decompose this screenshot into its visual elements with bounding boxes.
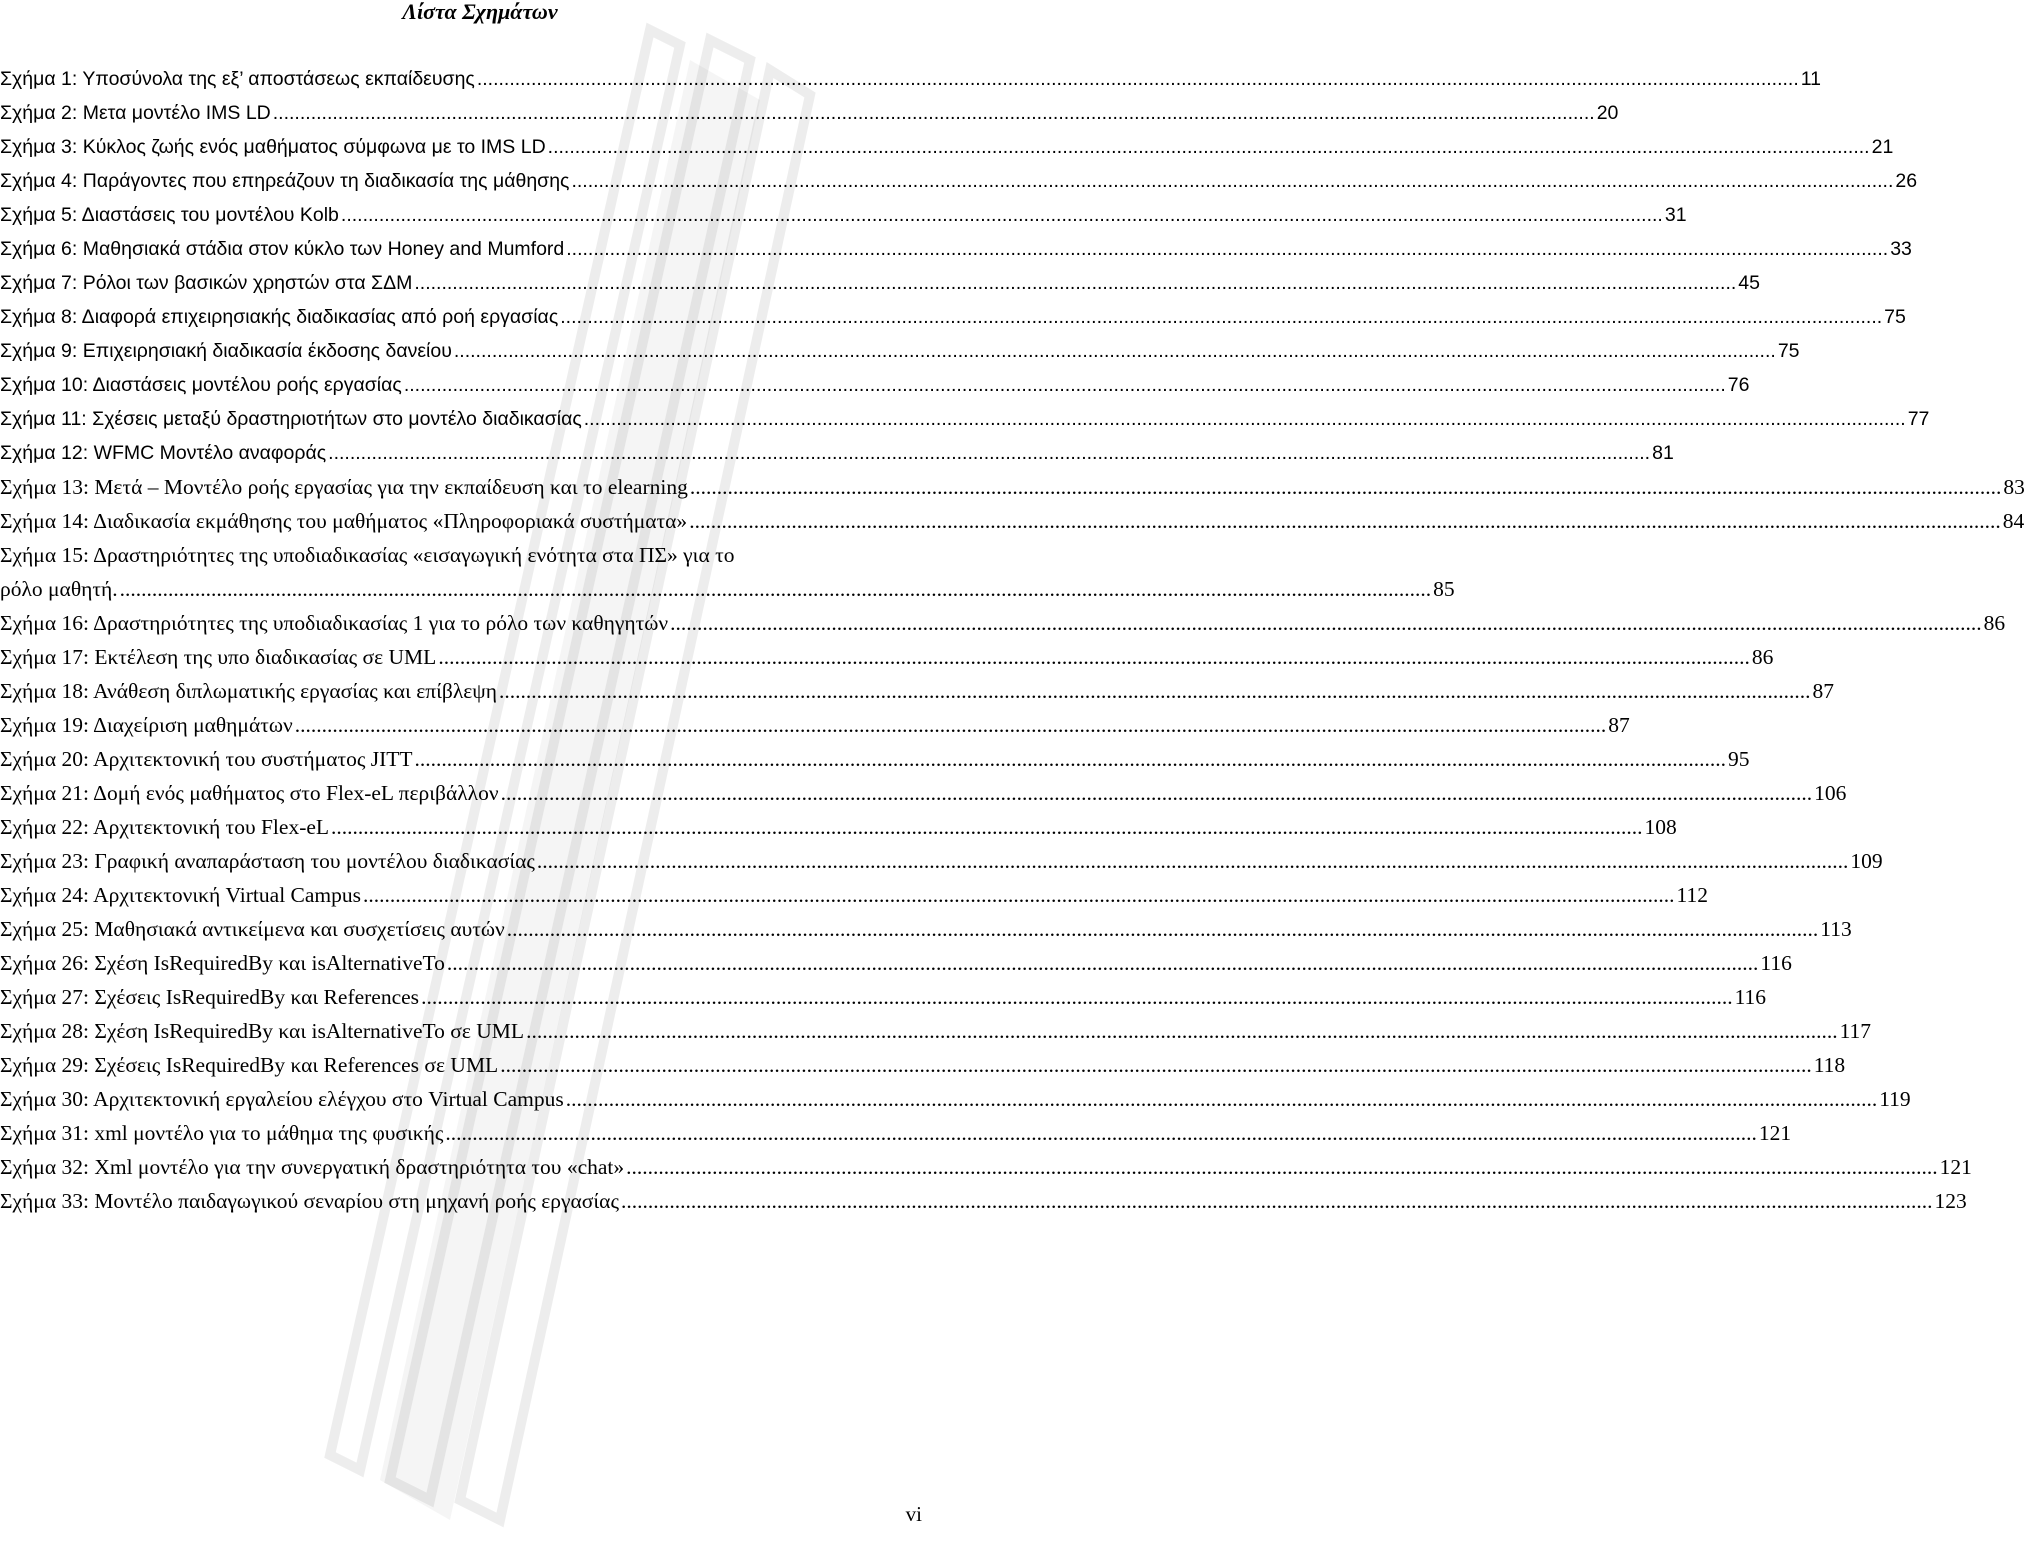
toc-entry-page: 116 (1760, 951, 1792, 975)
dot-leader (537, 844, 1849, 878)
toc-entry-label: Σχήμα 24: Αρχιτεκτονική Virtual Campus (0, 883, 362, 907)
dot-leader (566, 232, 1888, 266)
toc-entry-page: 116 (1734, 985, 1767, 1009)
toc-entry-page: 21 (1871, 136, 1894, 158)
page-title: Λίστα Σχημάτων (402, 0, 558, 24)
toc-entry[interactable] (0, 640, 1774, 674)
toc-entry[interactable] (0, 334, 1800, 368)
toc-entry-label: Σχήμα 6: Μαθησιακά στάδια στον κύκλο των Honey and Mumford (0, 238, 565, 260)
toc-entry[interactable] (0, 368, 1750, 402)
toc-entry-label: Σχήμα 4: Παράγοντες που επηρεάζουν τη διαδικασία της μάθησης (0, 170, 570, 192)
toc-entry-page: 123 (1934, 1189, 1967, 1213)
toc-entry-label: Σχήμα 29: Σχέσεις IsRequiredBy και References σε UML (0, 1053, 499, 1077)
toc-entry-page: 84 (2002, 509, 2025, 533)
toc-entry-page: 95 (1728, 747, 1750, 771)
toc-entry-label: Σχήμα 32: Xml μοντέλο για την συνεργατική δραστηριότητα του «chat» (0, 1155, 625, 1179)
dot-leader (626, 1150, 1938, 1184)
toc-entry[interactable] (0, 946, 1792, 980)
toc-entry-label: Σχήμα 23: Γραφική αναπαράσταση του μοντέλου διαδικασίας (0, 849, 535, 873)
dot-leader (501, 776, 1813, 810)
toc-entry[interactable] (0, 776, 1847, 810)
dot-leader (526, 1014, 1838, 1048)
toc-entry-page: 121 (1939, 1155, 1972, 1179)
dot-leader (445, 1116, 1757, 1150)
toc-entry-label: Σχήμα 12: WFMC Μοντέλο αναφοράς (0, 442, 327, 464)
toc-entry-label: Σχήμα 13: Μετά – Μοντέλο ροής εργασίας για την εκπαίδευση και το elearning (0, 475, 688, 499)
toc-entry-page: 75 (1884, 306, 1906, 328)
toc-entry-page: 117 (1839, 1019, 1872, 1043)
toc-entry[interactable] (0, 130, 1894, 164)
toc-entry[interactable] (0, 1150, 1972, 1184)
toc-entry[interactable] (0, 1014, 1872, 1048)
toc-entry[interactable] (0, 538, 1455, 606)
dot-leader (273, 96, 1595, 130)
toc-entry-page: 76 (1727, 374, 1750, 396)
toc-entry[interactable] (0, 300, 1906, 334)
dot-leader (560, 300, 1882, 334)
toc-entry[interactable] (0, 504, 2025, 538)
toc-entry-page: 119 (1879, 1087, 1911, 1111)
toc-entry-page: 45 (1738, 272, 1760, 294)
toc-entry-page: 81 (1652, 442, 1674, 464)
dot-leader (447, 946, 1759, 980)
toc-entry-page: 108 (1644, 815, 1677, 839)
dot-leader (421, 980, 1733, 1014)
toc-entry[interactable] (0, 1048, 1846, 1082)
toc-entry-page: 75 (1777, 340, 1800, 362)
toc-entry-page: 31 (1664, 204, 1687, 226)
toc-entry-label: Σχήμα 25: Μαθησιακά αντικείμενα και συσχετίσεις αυτών (0, 917, 505, 941)
toc-entry[interactable] (0, 470, 2025, 504)
toc-entry-label: Σχήμα 7: Ρόλοι των βασικών χρηστών στα ΣΔΜ (0, 272, 413, 294)
toc-entry-label: Σχήμα 9: Επιχειρησιακή διαδικασία έκδοσης δανείου (0, 340, 452, 362)
toc-entry-page: 86 (1983, 611, 2006, 635)
dot-leader (331, 810, 1643, 844)
dot-leader (363, 878, 1675, 912)
toc-entry-label: Σχήμα 30: Αρχιτεκτονική εργαλείου ελέγχου στο Virtual Campus (0, 1087, 564, 1111)
toc-entry-label: Σχήμα 20: Αρχιτεκτονική του συστήματος JITT (0, 747, 413, 771)
toc-entry[interactable] (0, 436, 1674, 470)
dot-leader (477, 62, 1799, 96)
toc-entry-label: Σχήμα 14: Διαδικασία εκμάθησης του μαθήματος «Πληροφοριακά συστήματα» (0, 509, 688, 533)
toc-entry-label: Σχήμα 22: Αρχιτεκτονική του Flex-eL (0, 815, 330, 839)
toc-entry[interactable] (0, 912, 1852, 946)
dot-leader (548, 130, 1870, 164)
toc-entry-continuation (0, 572, 1455, 606)
toc-entry-page: 106 (1814, 781, 1847, 805)
toc-entry[interactable] (0, 1184, 1967, 1218)
toc-entry[interactable] (0, 96, 1619, 130)
toc-entry[interactable] (0, 980, 1767, 1014)
toc-entry-label: Σχήμα 33: Μοντέλο παιδαγωγικού σεναρίου στη μηχανή ροής εργασίας (0, 1189, 619, 1213)
dot-leader (670, 606, 1982, 640)
toc-entry[interactable] (0, 878, 1708, 912)
dot-leader (341, 198, 1663, 232)
dot-leader (328, 436, 1650, 470)
toc-entry-page: 33 (1890, 238, 1912, 260)
toc-entry-label: Σχήμα 21: Δομή ενός μαθήματος στο Flex-eL περιβάλλον (0, 781, 499, 805)
dot-leader (120, 572, 1432, 606)
toc-entry[interactable] (0, 674, 1834, 708)
toc-entry-page: 112 (1676, 883, 1708, 907)
toc-entry[interactable] (0, 1082, 1911, 1116)
toc-entry[interactable] (0, 232, 1912, 266)
toc-entry-label: Σχήμα 10: Διαστάσεις μοντέλου ροής εργασίας (0, 374, 402, 396)
toc-entry-label: Σχήμα 31: xml μοντέλο για το μάθημα της φυσικής (0, 1121, 444, 1145)
dot-leader (584, 402, 1906, 436)
toc-entry-label: Σχήμα 27: Σχέσεις IsRequiredBy και References (0, 985, 420, 1009)
dot-leader (690, 470, 2002, 504)
toc-entry-label: Σχήμα 26: Σχέση IsRequiredBy και isAlternativeTo (0, 951, 445, 975)
toc-entry-page: 77 (1907, 408, 1930, 430)
toc-entry-label: Σχήμα 16: Δραστηριότητες της υποδιαδικασίας 1 για το ρόλο των καθηγητών (0, 611, 669, 635)
figure-list (0, 62, 2025, 1218)
toc-entry-label: Σχήμα 19: Διαχείριση μαθημάτων (0, 713, 293, 737)
toc-entry-label: Σχήμα 18: Ανάθεση διπλωματικής εργασίας και επίβλεψη (0, 679, 497, 703)
toc-entry[interactable] (0, 198, 1687, 232)
toc-entry-page: 83 (2003, 475, 2025, 499)
toc-entry[interactable] (0, 844, 1883, 878)
dot-leader (404, 368, 1726, 402)
toc-entry[interactable] (0, 708, 1630, 742)
dot-leader (689, 504, 2001, 538)
dot-leader (295, 708, 1607, 742)
toc-entry-page: 118 (1813, 1053, 1846, 1077)
dot-leader (621, 1184, 1933, 1218)
toc-entry[interactable] (0, 164, 1918, 198)
toc-entry-page: 20 (1596, 102, 1619, 124)
toc-entry-page: 86 (1751, 645, 1774, 669)
dot-leader (500, 1048, 1812, 1082)
toc-entry-page: 87 (1608, 713, 1630, 737)
dot-leader (507, 912, 1819, 946)
toc-entry-label: Σχήμα 5: Διαστάσεις του μοντέλου Kolb (0, 204, 339, 226)
toc-entry-label: Σχήμα 1: Υποσύνολα της εξ’ αποστάσεως εκπαίδευσης (0, 68, 475, 90)
toc-entry-label: Σχήμα 17: Εκτέλεση της υπο διαδικασίας σε UML (0, 645, 437, 669)
toc-entry-page: 85 (1433, 577, 1455, 601)
dot-leader (454, 334, 1776, 368)
toc-entry-page: 11 (1800, 68, 1822, 90)
dot-leader (499, 674, 1811, 708)
toc-entry-page: 113 (1820, 917, 1852, 941)
toc-entry[interactable] (0, 810, 1677, 844)
dot-leader (415, 742, 1727, 776)
dot-leader (438, 640, 1750, 674)
dot-leader (566, 1082, 1878, 1116)
toc-entry-label: Σχήμα 11: Σχέσεις μεταξύ δραστηριοτήτων στο μοντέλο διαδικασίας (0, 408, 582, 430)
toc-entry[interactable] (0, 266, 1760, 300)
toc-entry[interactable] (0, 402, 1930, 436)
toc-entry[interactable] (0, 1116, 1792, 1150)
page-number: vi (905, 1502, 922, 1526)
toc-entry-page: 121 (1758, 1121, 1792, 1145)
dot-leader (414, 266, 1736, 300)
toc-entry-page: 109 (1850, 849, 1883, 873)
toc-entry-page: 26 (1895, 170, 1918, 192)
toc-entry[interactable] (0, 606, 2006, 640)
toc-entry-label: Σχήμα 8: Διαφορά επιχειρησιακής διαδικασίας από ροή εργασίας (0, 306, 559, 328)
toc-entry-page: 87 (1812, 679, 1834, 703)
toc-entry-label-continued: ρόλο μαθητή. (0, 577, 118, 601)
toc-entry-label: Σχήμα 3: Κύκλος ζωής ενός μαθήματος σύμφωνα με το IMS LD (0, 136, 546, 158)
toc-entry[interactable] (0, 62, 1822, 96)
toc-entry-label: Σχήμα 15: Δραστηριότητες της υποδιαδικασίας «εισαγωγική ενότητα στα ΠΣ» για το (0, 543, 735, 567)
toc-entry-label: Σχήμα 2: Μετα μοντέλο IMS LD (0, 102, 271, 124)
toc-entry[interactable] (0, 742, 1750, 776)
toc-entry-label: Σχήμα 28: Σχέση IsRequiredBy και isAlternativeTo σε UML (0, 1019, 525, 1043)
dot-leader (571, 164, 1893, 198)
